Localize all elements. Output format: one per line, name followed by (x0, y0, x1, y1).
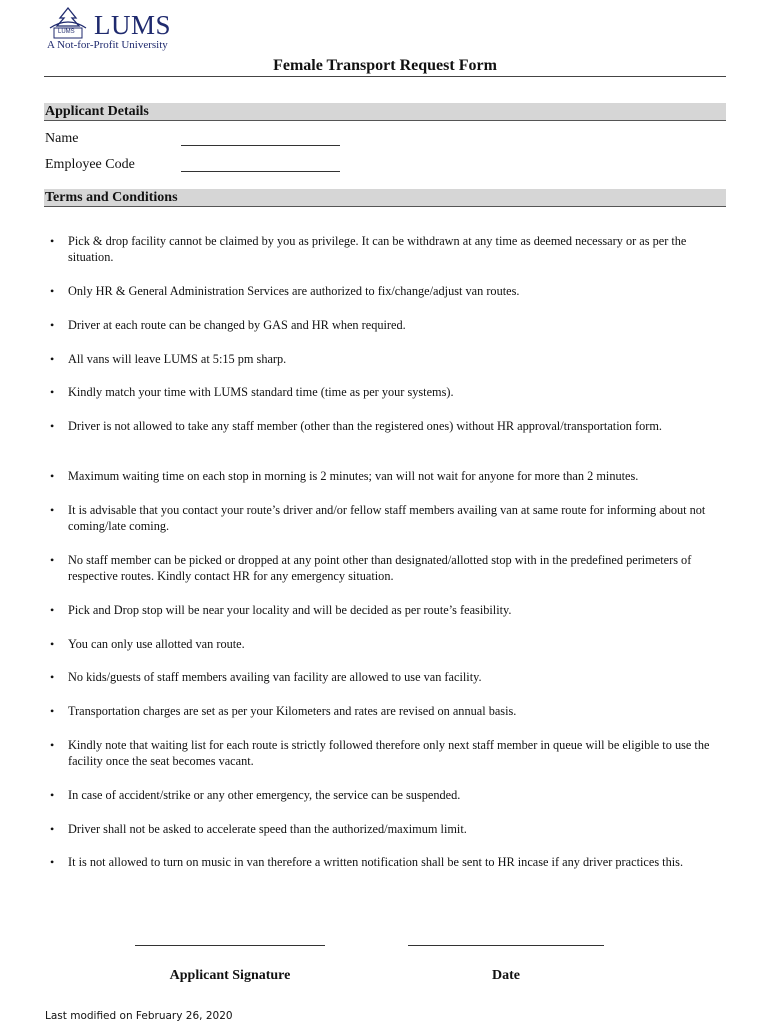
logo-tagline: A Not-for-Profit University (47, 39, 168, 51)
list-item (48, 233, 728, 265)
list-item (48, 669, 728, 685)
bullet-icon: • (50, 603, 55, 617)
term-text: No kids/guests of staff members availing van facility are allowed to use van facility. (68, 670, 482, 684)
list-item (48, 636, 728, 652)
applicant-signature-field[interactable] (135, 945, 325, 946)
bullet-icon: • (50, 637, 55, 651)
term-text: In case of accident/strike or any other emergency, the service can be suspended. (68, 788, 461, 802)
bullet-icon: • (50, 352, 55, 366)
applicant-signature-label: Applicant Signature (169, 968, 291, 983)
bullet-icon: • (50, 318, 55, 332)
list-item (48, 283, 728, 299)
list-item (48, 384, 728, 400)
terms-heading: Terms and Conditions (44, 189, 726, 207)
bullet-icon: • (50, 670, 55, 684)
bullet-icon: • (50, 234, 55, 248)
bullet-icon: • (50, 788, 55, 802)
bullet-icon: • (50, 419, 55, 433)
bullet-icon: • (50, 553, 55, 567)
date-label: Date (492, 968, 520, 983)
name-label: Name (45, 131, 79, 146)
name-field[interactable] (181, 145, 340, 146)
bullet-icon: • (50, 822, 55, 836)
term-text: It is advisable that you contact your route’s driver and/or fellow staff members availing van at same route for informing about not coming/late coming. (68, 503, 706, 533)
term-text: Kindly note that waiting list for each route is strictly followed therefore only next staff member in queue will be eligible to use the facility once the seat becomes vacant. (68, 738, 710, 768)
list-item (48, 602, 728, 618)
employee-code-label: Employee Code (45, 157, 135, 172)
list-item (48, 787, 728, 803)
term-text: Maximum waiting time on each stop in morning is 2 minutes; van will not wait for anyone for more than 2 minutes. (68, 469, 639, 483)
list-item (48, 821, 728, 837)
list-item (48, 737, 728, 769)
employee-code-field[interactable] (181, 171, 340, 172)
list-item (48, 502, 728, 534)
term-text: All vans will leave LUMS at 5:15 pm sharp. (68, 352, 287, 366)
logo-badge-text: LUMS (58, 29, 75, 35)
list-item (48, 854, 728, 870)
applicant-details-heading: Applicant Details (44, 103, 726, 121)
bullet-icon: • (50, 469, 55, 483)
bullet-icon: • (50, 503, 55, 517)
list-item (48, 703, 728, 719)
term-text: No staff member can be picked or dropped at any point other than designated/allotted stop with in the predefined perimeters of respective routes. Kindly contact HR for any emergency situation. (68, 553, 692, 583)
list-item (48, 317, 728, 333)
form-title: Female Transport Request Form (273, 57, 497, 74)
logo-wordmark: LUMS (94, 10, 172, 40)
term-text: Only HR & General Administration Services are authorized to fix/change/adjust van routes. (68, 284, 520, 298)
bullet-icon: • (50, 385, 55, 399)
lums-logo (46, 6, 186, 52)
term-text: Pick and Drop stop will be near your locality and will be decided as per route’s feasibility. (68, 603, 512, 617)
bullet-icon: • (50, 704, 55, 718)
term-text: Transportation charges are set as per your Kilometers and rates are revised on annual basis. (68, 704, 517, 718)
term-text: Kindly match your time with LUMS standard time (time as per your systems). (68, 385, 454, 399)
bullet-icon: • (50, 738, 55, 752)
list-item (48, 418, 728, 434)
list-item (48, 468, 728, 484)
title-divider (44, 76, 726, 77)
term-text: Driver at each route can be changed by GAS and HR when required. (68, 318, 406, 332)
term-text: Pick & drop facility cannot be claimed by you as privilege. It can be withdrawn at any time as deemed necessary or as per the situation. (68, 234, 687, 264)
bullet-icon: • (50, 284, 55, 298)
list-item (48, 552, 728, 584)
term-text: Driver is not allowed to take any staff member (other than the registered ones) without HR approval/transportation form. (68, 419, 662, 433)
term-text: It is not allowed to turn on music in van therefore a written notification shall be sent to HR incase if any driver practices this. (68, 855, 684, 869)
date-field[interactable] (408, 945, 604, 946)
term-text: Driver shall not be asked to accelerate speed than the authorized/maximum limit. (68, 822, 467, 836)
term-text: You can only use allotted van route. (68, 637, 245, 651)
list-item (48, 351, 728, 367)
last-modified-text: Last modified on February 26, 2020 (45, 1010, 233, 1022)
bullet-icon: • (50, 855, 55, 869)
